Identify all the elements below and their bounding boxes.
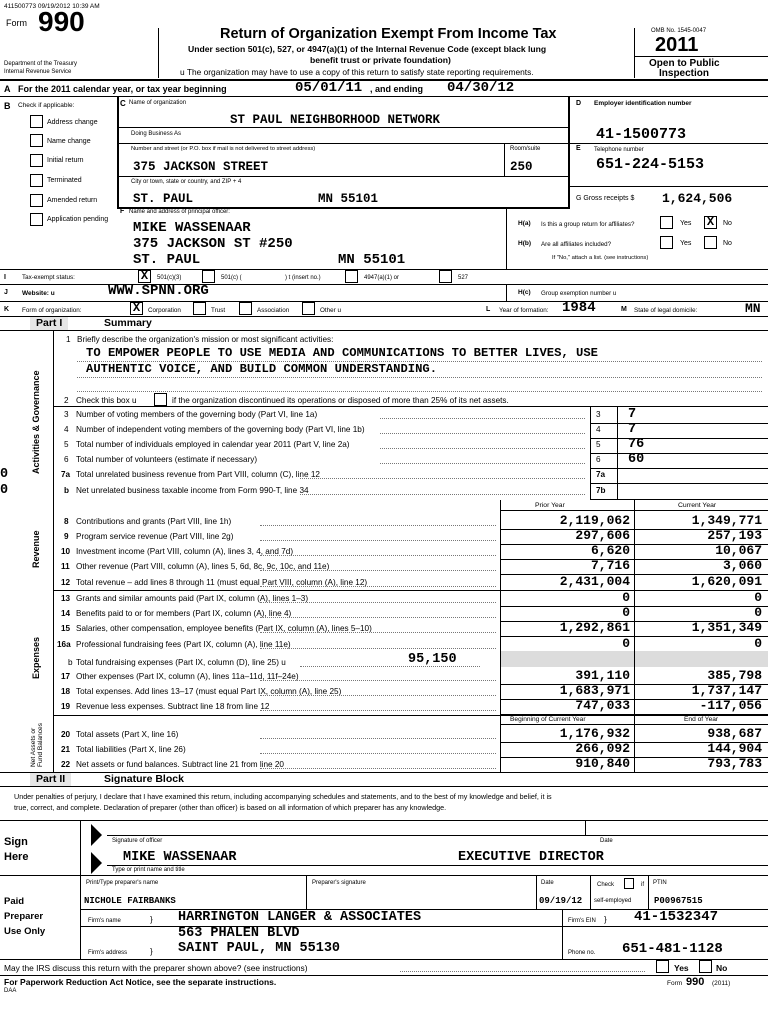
current-value[interactable]: 257,193	[707, 528, 762, 543]
tax-year-begin[interactable]: 05/01/11	[295, 80, 363, 96]
other-org-checkbox[interactable]	[302, 302, 315, 315]
state-domicile-label: State of legal domicile:	[634, 307, 698, 314]
sign-arrow-2	[91, 852, 102, 874]
ha-no-checkbox[interactable]: X	[704, 216, 717, 229]
current-value[interactable]: 0	[754, 605, 762, 620]
dot-leader	[260, 738, 496, 739]
gov-value[interactable]: 60	[628, 452, 645, 467]
officer-city[interactable]: ST. PAUL	[133, 252, 201, 268]
current-value[interactable]: 1,737,147	[691, 683, 762, 698]
year-formation-label: Year of formation:	[499, 307, 549, 314]
hb-letter: H(b)	[518, 240, 531, 247]
money-line-num: 22	[61, 760, 71, 769]
527-checkbox[interactable]	[439, 270, 452, 283]
prior-value[interactable]: 6,620	[590, 543, 630, 558]
dot-leader	[260, 648, 496, 649]
gov-box-label: 4	[596, 425, 601, 434]
money-line-num: 19	[61, 702, 71, 711]
current-value[interactable]: 0	[754, 590, 762, 605]
hb-no-checkbox[interactable]	[704, 236, 717, 249]
line-a-label: For the 2011 calendar year, or tax year beginning	[18, 84, 227, 94]
gov-line-text: Number of independent voting members of the governing body (Part VI, line 1b)	[76, 425, 365, 434]
signer-title[interactable]: EXECUTIVE DIRECTOR	[458, 850, 604, 865]
dot-leader	[260, 680, 496, 681]
terminated-label: Terminated	[47, 177, 82, 184]
prior-value[interactable]: 1,292,861	[559, 620, 630, 635]
section-c-letter: C	[120, 99, 126, 108]
money-line-num: 21	[61, 745, 71, 754]
tax-year-end[interactable]: 04/30/12	[447, 80, 515, 96]
501c-label: 501(c) (	[221, 275, 242, 281]
money-line-text: Investment income (Part VIII, column (A), lines 3, 4, and 7d)	[76, 547, 294, 556]
gov-line-num: 5	[64, 440, 69, 449]
preparer-label: Preparer	[4, 911, 44, 922]
terminated-checkbox[interactable]	[30, 174, 43, 187]
phone-label: Telephone number	[594, 147, 644, 153]
signer-name[interactable]: MIKE WASSENAAR	[123, 850, 237, 865]
part1-tag: Part I	[30, 317, 68, 330]
print-stamp: 411500773 09/19/2012 10:39 AM	[4, 3, 100, 10]
line16b-current-shade	[635, 651, 768, 667]
dot-leader	[260, 632, 496, 633]
money-line-text: Total expenses. Add lines 13–17 (must equal Part IX, column (A), line 25)	[76, 687, 342, 696]
omb-number: OMB No. 1545-0047	[651, 28, 707, 34]
discuss-no-checkbox[interactable]	[699, 960, 712, 973]
preparer-phone[interactable]: 651-481-1128	[622, 941, 723, 957]
dot-leader	[260, 555, 496, 556]
type-print-label: Type or print name and title	[112, 867, 185, 873]
line16b-num: b	[68, 658, 73, 667]
line-m-letter: M	[621, 306, 627, 313]
street-address[interactable]: 375 JACKSON STREET	[133, 160, 269, 174]
sign-label-1: Sign	[4, 836, 28, 848]
form-subtitle2: benefit trust or private foundation)	[310, 55, 451, 65]
ein-value[interactable]: 41-1500773	[596, 126, 687, 143]
money-line-text: Salaries, other compensation, employee benefits (Part IX, column (A), lines 5–10)	[76, 624, 372, 633]
money-line-text: Program service revenue (Part VIII, line 2g)	[76, 532, 234, 541]
4947-checkbox[interactable]	[345, 270, 358, 283]
hc-letter: H(c)	[518, 289, 531, 296]
application-pending-label: Application pending	[47, 216, 109, 223]
prior-value[interactable]: 391,110	[575, 668, 630, 683]
city-label: City or town, state or country, and ZIP + 4	[131, 179, 242, 185]
current-value[interactable]: 10,067	[715, 543, 762, 558]
money-line-text: Net assets or fund balances. Subtract line 21 from line 20	[76, 760, 284, 769]
gov-box-label: 3	[596, 410, 601, 419]
money-line-text: Total liabilities (Part X, line 26)	[76, 745, 186, 754]
prior-value[interactable]: 910,840	[575, 756, 630, 771]
form-subtitle3: u The organization may have to use a copy of this return to satisfy state reporting requirements.	[180, 67, 534, 77]
prior-value[interactable]: 0	[622, 605, 630, 620]
current-value[interactable]: -117,056	[699, 698, 762, 713]
money-line-text: Other expenses (Part IX, column (A), lines 11a–11d, 11f–24e)	[76, 672, 299, 681]
discuss-no-label: No	[716, 963, 728, 973]
firm-name-brace: }	[150, 915, 153, 924]
hb-yes-checkbox[interactable]	[660, 236, 673, 249]
money-line-text: Professional fundraising fees (Part IX, column (A), line 11e)	[76, 640, 291, 649]
name-change-label: Name change	[47, 138, 91, 145]
state-zip[interactable]: MN 55101	[318, 192, 379, 206]
line-i-letter: I	[4, 274, 6, 281]
side-revenue: Revenue	[31, 530, 41, 568]
website-value[interactable]: WWW.SPNN.ORG	[108, 283, 209, 299]
gov-line-text: Total unrelated business revenue from Part VIII, column (C), line 12	[76, 470, 320, 479]
gov-box-label: 5	[596, 440, 601, 449]
gov-line-text: Total number of volunteers (estimate if necessary)	[76, 455, 258, 464]
line16b-text: Total fundraising expenses (Part IX, column (D), line 25) u	[76, 658, 286, 667]
gov-line-num: 7a	[61, 470, 71, 479]
prior-value[interactable]: 0	[622, 636, 630, 651]
prep-sig-label: Preparer's signature	[312, 880, 366, 886]
dot-leader	[260, 617, 496, 618]
line2-num: 2	[64, 396, 69, 405]
ha-question: Is this a group return for affiliates?	[541, 221, 635, 228]
gov-line-text: Net unrelated business taxable income from Form 990-T, line 34	[76, 486, 309, 495]
prep-name-label: Print/Type preparer's name	[86, 880, 159, 886]
line-l-letter: L	[486, 306, 491, 313]
form-title: Return of Organization Exempt From Income Tax	[220, 26, 557, 42]
side-net-assets: Net Assets or Fund Balances	[30, 723, 44, 767]
current-value[interactable]: 1,620,091	[691, 574, 762, 589]
side-governance: Activities & Governance	[31, 370, 41, 474]
self-employed-label: self-employed	[594, 898, 632, 904]
end-year-header: End of Year	[684, 716, 719, 723]
trust-checkbox[interactable]	[193, 302, 206, 315]
part2-tag: Part II	[30, 773, 71, 786]
prior-value[interactable]: 297,606	[575, 528, 630, 543]
firm-address-line2[interactable]: SAINT PAUL, MN 55130	[178, 941, 341, 956]
association-label: Association	[257, 307, 290, 314]
gov-box-label: 7a	[596, 470, 606, 479]
phone-value[interactable]: 651-224-5153	[596, 156, 705, 173]
sign-arrow-1	[91, 824, 102, 846]
and-ending-label: , and ending	[370, 84, 423, 94]
current-value[interactable]: 938,687	[707, 726, 762, 741]
discuss-yes-checkbox[interactable]	[656, 960, 669, 973]
ha-no-label: No	[723, 220, 732, 227]
officer-label: Name and address of principal officer:	[129, 209, 230, 215]
dot-leader	[260, 540, 496, 541]
application-pending-checkbox[interactable]	[30, 213, 43, 226]
footer-form-year: (2011)	[712, 980, 731, 987]
prep-date-label: Date	[541, 880, 554, 886]
prior-value[interactable]: 2,431,004	[559, 574, 630, 589]
money-line-num: 13	[61, 594, 71, 603]
dot-leader	[260, 753, 496, 754]
4947-label: 4947(a)(1) or	[364, 275, 400, 281]
preparer-ptin[interactable]: P00967515	[654, 896, 703, 906]
501c3-checkbox[interactable]: X	[138, 270, 151, 283]
dba-label: Doing Business As	[131, 131, 182, 137]
firm-address-line1[interactable]: 563 PHALEN BLVD	[178, 926, 300, 941]
current-value[interactable]: 385,798	[707, 668, 762, 683]
prior-value[interactable]: 747,033	[575, 698, 630, 713]
money-line-num: 10	[61, 547, 71, 556]
org-name-label: Name of organization	[129, 100, 187, 106]
gov-line-num: 3	[64, 410, 69, 419]
gov-value[interactable]: 7	[628, 422, 637, 437]
firm-address-brace: }	[150, 947, 153, 956]
dot-leader	[380, 433, 585, 434]
officer-address[interactable]: 375 JACKSON ST #250	[133, 236, 293, 252]
preparer-date[interactable]: 09/19/12	[539, 896, 583, 906]
daa-label: DAA	[4, 988, 17, 994]
mission-line1[interactable]: TO EMPOWER PEOPLE TO USE MEDIA AND COMMUNICATIONS TO BETTER LIVES, USE	[86, 346, 598, 360]
open-public-1: Open to Public	[649, 58, 720, 69]
discuss-yes-label: Yes	[674, 963, 689, 973]
dot-leader	[260, 710, 496, 711]
money-line-text: Total assets (Part X, line 16)	[76, 730, 179, 739]
website-label: Website: u	[22, 290, 55, 297]
dot-leader	[380, 463, 585, 464]
self-employed-checkbox[interactable]	[624, 878, 634, 889]
line16b-value[interactable]: 95,150	[408, 652, 457, 667]
gov-col-line	[617, 406, 618, 500]
gross-receipts-value[interactable]: 1,624,506	[662, 191, 733, 206]
current-value[interactable]: 793,783	[707, 756, 762, 771]
form-subtitle1: Under section 501(c), 527, or 4947(a)(1) of the Internal Revenue Code (except black lung	[188, 44, 547, 54]
line1-text: Briefly describe the organization's mission or most significant activities:	[77, 335, 334, 344]
tax-exempt-label: Tax-exempt status:	[22, 274, 75, 281]
check-label: Check	[597, 882, 615, 888]
gov-box-label: 6	[596, 455, 601, 464]
sign-label-2: Here	[4, 851, 29, 863]
insert-no-label: ) t (insert no.)	[285, 275, 321, 281]
dot-leader	[260, 695, 496, 696]
amended-return-checkbox[interactable]	[30, 194, 43, 207]
preparer-name[interactable]: NICHOLE FAIRBANKS	[84, 896, 176, 906]
prior-value[interactable]: 1,176,932	[559, 726, 630, 741]
current-value[interactable]: 144,904	[707, 741, 762, 756]
prior-value[interactable]: 2,119,062	[559, 513, 630, 528]
row-line	[500, 636, 768, 637]
section-d-letter: D	[576, 100, 582, 107]
money-line-text: Contributions and grants (Part VIII, line 1h)	[76, 517, 232, 526]
money-line-num: 11	[61, 562, 70, 571]
room-suite[interactable]: 250	[510, 160, 533, 174]
current-value[interactable]: 1,351,349	[691, 620, 762, 635]
name-change-checkbox[interactable]	[30, 134, 43, 147]
tax-year: 2011	[655, 34, 699, 56]
gov-col-line	[590, 406, 591, 500]
officer-signature-label: Signature of officer	[112, 838, 163, 844]
prior-value[interactable]: 7,716	[590, 558, 630, 573]
gov-line-text: Total number of individuals employed in calendar year 2011 (Part V, line 2a)	[76, 440, 350, 449]
part1-title: Summary	[104, 317, 152, 329]
initial-return-checkbox[interactable]	[30, 154, 43, 167]
hb-no-label: No	[723, 240, 732, 247]
money-line-num: 18	[61, 687, 71, 696]
footer-form-num: 990	[686, 976, 705, 988]
prior-year-header: Prior Year	[535, 502, 565, 509]
current-value[interactable]: 3,060	[722, 558, 762, 573]
form-word: Form	[6, 18, 27, 28]
gov-box-label: 7b	[596, 486, 606, 495]
firm-ein[interactable]: 41-1532347	[634, 909, 719, 925]
dept-line1: Department of the Treasury	[4, 61, 78, 67]
dot-leader	[260, 768, 496, 769]
dot-leader	[260, 586, 496, 587]
firm-address-label: Firm's address	[88, 950, 128, 956]
ha-yes-checkbox[interactable]	[660, 216, 673, 229]
org-name[interactable]: ST PAUL NEIGHBORHOOD NETWORK	[230, 113, 441, 127]
perjury-line1: Under penalties of perjury, I declare that I have examined this return, including accompanying schedules and statements, and to the best of my knowledge and belief, it is	[14, 792, 552, 801]
mission-line2[interactable]: AUTHENTIC VOICE, AND BUILD COMMON UNDERSTANDING.	[86, 362, 438, 376]
discuss-question: May the IRS discuss this return with the preparer shown above? (see instructions)	[4, 963, 308, 973]
money-line-num: 20	[61, 730, 71, 739]
phone-no-label: Phone no.	[568, 950, 596, 956]
section-f-letter: F	[120, 208, 125, 215]
prior-value[interactable]: 1,683,971	[559, 683, 630, 698]
line-k-letter: K	[4, 306, 10, 313]
officer-name[interactable]: MIKE WASSENAAR	[133, 220, 251, 236]
dot-leader	[380, 448, 585, 449]
money-line-num: 14	[61, 609, 71, 618]
money-line-num: 15	[61, 624, 71, 633]
501c3-label: 501(c)(3)	[157, 275, 182, 281]
money-line-num: 17	[61, 672, 71, 681]
money-line-num: 9	[64, 532, 69, 541]
discontinued-checkbox[interactable]	[154, 393, 167, 406]
city[interactable]: ST. PAUL	[133, 192, 194, 206]
officer-date-label: Date	[600, 838, 613, 844]
gov-value[interactable]: 0	[0, 483, 9, 498]
dot-leader	[260, 602, 496, 603]
money-line-num: 16a	[57, 640, 71, 649]
hb-question: Are all affiliates included?	[541, 241, 612, 248]
footer-form-word: Form	[667, 980, 683, 987]
money-line-text: Benefits paid to or for members (Part IX, column (A), line 4)	[76, 609, 292, 618]
firm-ein-label: Firm's EIN	[568, 918, 596, 924]
perjury-line2: true, correct, and complete. Declaration of preparer (other than officer) is based on all information of which preparer has any knowledge.	[14, 803, 447, 812]
form-org-label: Form of organization:	[22, 307, 82, 314]
side-expenses: Expenses	[31, 636, 41, 679]
amended-return-label: Amended return	[47, 197, 98, 204]
open-public-2: Inspection	[659, 68, 710, 79]
gov-line-num: b	[64, 486, 70, 495]
501c-checkbox[interactable]	[202, 270, 215, 283]
officer-state-zip[interactable]: MN 55101	[338, 252, 406, 268]
dept-line2: Internal Revenue Service	[4, 69, 72, 75]
line-a-letter: A	[4, 84, 11, 94]
527-label: 527	[458, 275, 469, 281]
dot-leader	[260, 570, 496, 571]
section-e-letter: E	[576, 145, 581, 152]
association-checkbox[interactable]	[239, 302, 252, 315]
address-change-label: Address change	[47, 119, 98, 126]
money-line-text: Revenue less expenses. Subtract line 18 from line 12	[76, 702, 270, 711]
form-number: 990	[38, 6, 85, 37]
gov-line-num: 4	[64, 425, 69, 434]
row-line	[500, 606, 768, 607]
street-label: Number and street (or P.O. box if mail is not delivered to street address)	[131, 146, 316, 152]
room-label: Room/suite	[510, 146, 541, 152]
hb-yes-label: Yes	[680, 240, 692, 247]
current-value[interactable]: 1,349,771	[691, 513, 762, 528]
gov-line-num: 6	[64, 455, 69, 464]
section-b-letter: B	[4, 101, 11, 111]
part2-title: Signature Block	[104, 773, 184, 785]
money-line-num: 12	[61, 578, 71, 587]
section-b-label: Check if applicable:	[18, 102, 75, 109]
dot-leader	[380, 418, 585, 419]
line16b-prior-shade	[501, 651, 634, 667]
line-j-letter: J	[4, 289, 8, 296]
gov-line-text: Number of voting members of the governing body (Part VI, line 1a)	[76, 410, 318, 419]
hb-note: If "No," attach a list. (see instructions)	[552, 255, 649, 261]
other-org-label: Other u	[320, 307, 341, 314]
year-formation-value[interactable]: 1984	[562, 300, 596, 316]
trust-label: Trust	[211, 307, 226, 314]
prior-value[interactable]: 266,092	[575, 741, 630, 756]
gov-value[interactable]: 0	[0, 467, 9, 482]
firm-name[interactable]: HARRINGTON LANGER & ASSOCIATES	[178, 910, 422, 925]
gov-value[interactable]: 76	[628, 437, 645, 452]
gov-value[interactable]: 7	[628, 407, 637, 422]
initial-return-label: Initial return	[47, 157, 84, 164]
ptin-label: PTIN	[653, 880, 667, 886]
money-line-text: Other revenue (Part VIII, column (A), lines 5, 6d, 8c, 9c, 10c, and 11e)	[76, 562, 330, 571]
firm-name-label: Firm's name	[88, 918, 121, 924]
corporation-checkbox[interactable]: X	[130, 302, 143, 315]
current-year-header: Current Year	[678, 502, 717, 509]
hc-label: Group exemption number u	[541, 290, 617, 297]
line2-text-a: Check this box u	[76, 396, 137, 405]
ha-letter: H(a)	[518, 220, 531, 227]
paid-label: Paid	[4, 896, 25, 907]
use-only-label: Use Only	[4, 926, 46, 937]
if-label: if	[641, 882, 644, 888]
prior-value[interactable]: 0	[622, 590, 630, 605]
line1-num: 1	[66, 335, 71, 344]
money-line-text: Total revenue – add lines 8 through 11 (must equal Part VIII, column (A), line 12)	[76, 578, 368, 587]
ein-label: Employer identification number	[594, 100, 692, 107]
gross-receipts-label: G Gross receipts $	[576, 195, 635, 202]
corporation-label: Corporation	[148, 307, 181, 314]
money-line-text: Grants and similar amounts paid (Part IX, column (A), lines 1–3)	[76, 594, 309, 603]
begin-year-header: Beginning of Current Year	[510, 716, 586, 723]
address-change-checkbox[interactable]	[30, 115, 43, 128]
current-value[interactable]: 0	[754, 636, 762, 651]
money-line-num: 8	[64, 517, 69, 526]
line2-text-b: if the organization discontinued its operations or disposed of more than 25% of its net assets.	[172, 396, 509, 405]
paperwork-notice: For Paperwork Reduction Act Notice, see the separate instructions.	[4, 977, 277, 987]
firm-ein-brace: }	[604, 915, 607, 924]
dot-leader	[260, 525, 496, 526]
ha-yes-label: Yes	[680, 220, 692, 227]
state-domicile-value[interactable]: MN	[745, 301, 761, 316]
